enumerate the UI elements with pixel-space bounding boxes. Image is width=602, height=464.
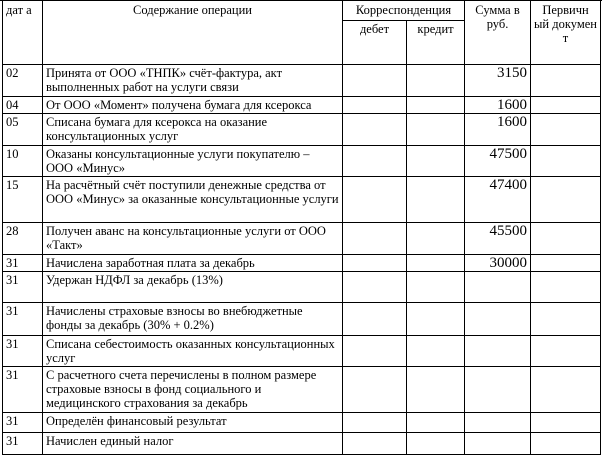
row-amount: 1600	[465, 97, 531, 114]
row-credit	[407, 97, 465, 114]
row-amount	[465, 303, 531, 336]
row-amount: 3150	[465, 65, 531, 97]
table-row	[3, 223, 601, 255]
row-document	[531, 114, 601, 146]
header-debit: дебет	[343, 21, 407, 65]
row-operation: Начислен единый налог	[43, 433, 343, 455]
row-date: 31	[3, 255, 43, 272]
row-document	[531, 336, 601, 367]
table-row	[3, 97, 601, 114]
row-operation: Принята от ООО «ТНПК» счёт-фактура, акт выполненных работ на услуги связи	[43, 65, 343, 97]
row-amount: 1600	[465, 114, 531, 146]
table-row	[3, 255, 601, 272]
journal-body	[3, 65, 601, 455]
row-debit	[343, 114, 407, 146]
row-amount: 47400	[465, 177, 531, 223]
row-operation: Оказаны консультационные услуги покупателю – ООО «Минус»	[43, 146, 343, 177]
table-row	[3, 336, 601, 367]
row-debit	[343, 336, 407, 367]
row-amount	[465, 367, 531, 413]
row-credit	[407, 255, 465, 272]
row-debit	[343, 65, 407, 97]
row-debit	[343, 413, 407, 433]
row-document	[531, 367, 601, 413]
row-credit	[407, 433, 465, 455]
table-row	[3, 433, 601, 455]
row-credit	[407, 367, 465, 413]
table-row	[3, 272, 601, 303]
row-operation: Начислены страховые взносы во внебюджетные фонды за декабрь (30% + 0.2%)	[43, 303, 343, 336]
row-document	[531, 272, 601, 303]
row-date: 10	[3, 146, 43, 177]
row-debit	[343, 255, 407, 272]
row-date: 05	[3, 114, 43, 146]
journal-table	[2, 0, 601, 455]
row-date: 31	[3, 413, 43, 433]
row-credit	[407, 303, 465, 336]
row-date: 31	[3, 367, 43, 413]
row-operation: Начислена заработная плата за декабрь	[43, 255, 343, 272]
table-row	[3, 146, 601, 177]
row-operation: Получен аванс на консультационные услуги от ООО «Такт»	[43, 223, 343, 255]
table-row	[3, 114, 601, 146]
row-debit	[343, 367, 407, 413]
row-amount	[465, 336, 531, 367]
header-credit: кредит	[407, 21, 465, 65]
row-date: 31	[3, 433, 43, 455]
row-debit	[343, 146, 407, 177]
row-document	[531, 146, 601, 177]
row-document	[531, 65, 601, 97]
header-amount: Сумма в руб.	[465, 1, 531, 65]
row-document	[531, 177, 601, 223]
row-date: 02	[3, 65, 43, 97]
table-row	[3, 367, 601, 413]
row-operation: На расчётный счёт поступили денежные средства от ООО «Минус» за оказанные консультационные услуги	[43, 177, 343, 223]
row-date: 28	[3, 223, 43, 255]
row-credit	[407, 223, 465, 255]
row-credit	[407, 114, 465, 146]
row-date: 31	[3, 303, 43, 336]
row-document	[531, 255, 601, 272]
row-operation: С расчетного счета перечислены в полном размере страховые взносы в фонд социального и медицинского страхования за декабрь	[43, 367, 343, 413]
row-operation: От ООО «Момент» получена бумага для ксерокса	[43, 97, 343, 114]
row-credit	[407, 336, 465, 367]
row-amount: 47500	[465, 146, 531, 177]
row-date: 31	[3, 336, 43, 367]
row-operation: Списана бумага для ксерокса на оказание консультационных услуг	[43, 114, 343, 146]
row-credit	[407, 413, 465, 433]
row-document	[531, 223, 601, 255]
header-document: Первичн ый докумен т	[531, 1, 601, 65]
row-operation: Списана себестоимость оказанных консультационных услуг	[43, 336, 343, 367]
row-debit	[343, 97, 407, 114]
row-operation: Определён финансовый результат	[43, 413, 343, 433]
header-correspondence: Корреспонденция	[343, 1, 465, 21]
header-date: дат а	[3, 1, 43, 65]
table-row	[3, 65, 601, 97]
table-row	[3, 177, 601, 223]
row-credit	[407, 65, 465, 97]
row-date: 15	[3, 177, 43, 223]
row-date: 04	[3, 97, 43, 114]
row-document	[531, 433, 601, 455]
row-amount	[465, 272, 531, 303]
row-credit	[407, 272, 465, 303]
row-credit	[407, 177, 465, 223]
row-debit	[343, 303, 407, 336]
row-credit	[407, 146, 465, 177]
row-amount	[465, 413, 531, 433]
row-amount: 30000	[465, 255, 531, 272]
header-operation: Содержание операции	[43, 1, 343, 65]
table-row	[3, 303, 601, 336]
row-document	[531, 413, 601, 433]
table-row	[3, 413, 601, 433]
row-operation: Удержан НДФЛ за декабрь (13%)	[43, 272, 343, 303]
header-row-1	[3, 1, 601, 21]
row-amount: 45500	[465, 223, 531, 255]
row-amount	[465, 433, 531, 455]
row-debit	[343, 223, 407, 255]
row-document	[531, 97, 601, 114]
row-debit	[343, 177, 407, 223]
row-debit	[343, 272, 407, 303]
row-date: 31	[3, 272, 43, 303]
row-document	[531, 303, 601, 336]
row-debit	[343, 433, 407, 455]
